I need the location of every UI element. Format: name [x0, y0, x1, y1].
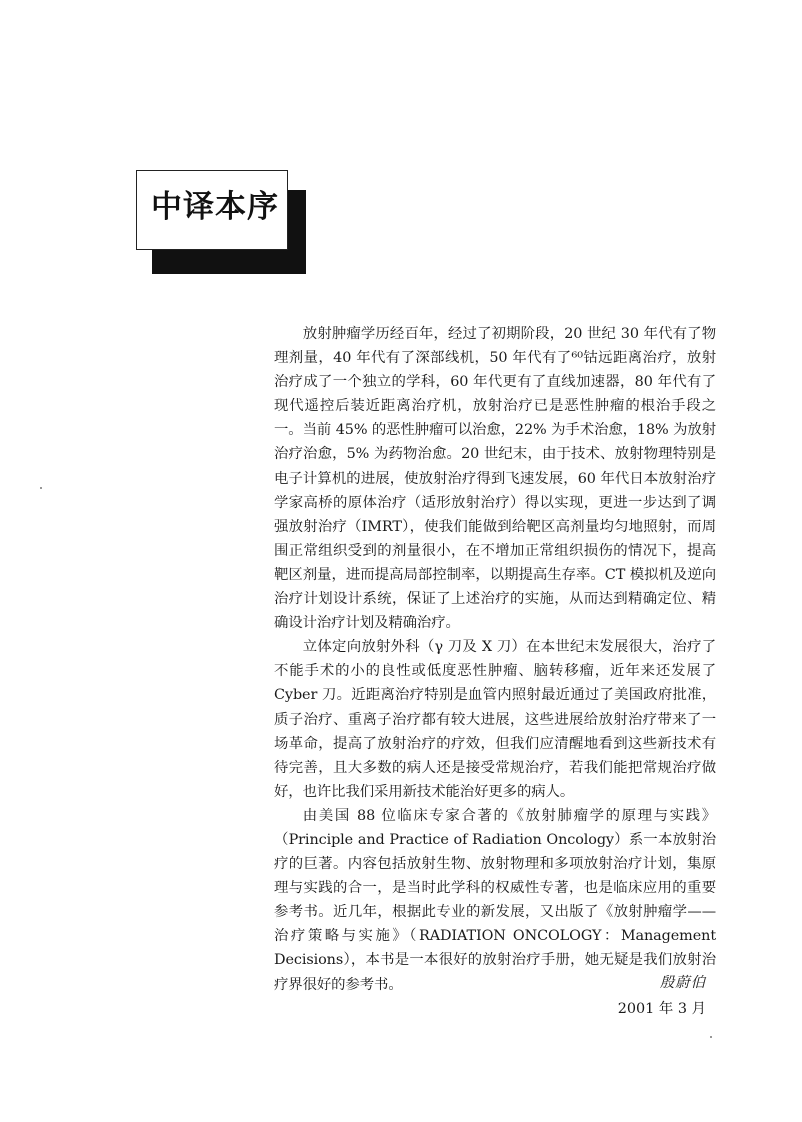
scan-speck — [40, 487, 42, 489]
scan-speck — [710, 1036, 712, 1038]
paragraph-1: 放射肿瘤学历经百年，经过了初期阶段，20 世纪 30 年代有了物理剂量，40 年代有了深部线机，50 年代有了⁶⁰钴远距离治疗，放射治疗成了一个独立的学科，60 年代更有了直线加速器，80 年代有了现代遥控后装近距离治疗机，放射治疗已是恶性肿瘤的根治手段之一。当前 45% 的恶性肿瘤可以治愈，22% 为手术治愈，18% 为放射治疗治愈，5% 为药物治愈。20 世纪末，由于技术、放射物理特别是电子计算机的进展，使放射治疗得到飞速发展，60 年代日本放射治疗学家高桥的原体治疗（适形放射治疗）得以实现，更进一步达到了调强放射治疗（IMRT），使我们能做到给靶区高剂量均匀地照射，而周围正常组织受到的剂量很小，在不增加正常组织损伤的情况下，提高靶区剂量，进而提高局部控制率，以期提高生存率。CT 模拟机及逆向治疗计划设计系统，保证了上述治疗的实施，从而达到精确定位、精确设计治疗计划及精确治疗。 — [274, 326, 716, 632]
signature-block — [618, 970, 706, 1022]
preface-body — [274, 322, 716, 997]
author-name: 殷蔚伯 — [659, 975, 706, 991]
title-block — [136, 170, 308, 274]
signature-date: 2001 年 3 月 — [617, 1001, 706, 1017]
paragraph-2: 立体定向放射外科（γ 刀及 X 刀）在本世纪末发展很大，治疗了不能手术的小的良性或低度恶性肿瘤、脑转移瘤，近年来还发展了 Cyber 刀。近距离治疗特别是血管内照射最近通过了美国政府批准，质子治疗、重离子治疗都有较大进展，这些进展给放射治疗带来了一场革命，提高了放射治疗的疗效，但我们应清醒地看到这些新技术有待完善，且大多数的病人还是接受常规治疗，若我们能把常规治疗做好，也许比我们采用新技术能治好更多的病人。 — [274, 639, 716, 800]
page-title: 中译本序 — [151, 189, 279, 225]
paragraph-3: 由美国 88 位临床专家合著的《放射肺瘤学的原理与实践》（Principle and Practice of Radiation Oncology）系一本放射治疗的巨著。内容包括放射生物、放射物理和多项放射治疗计划，集原理与实践的合一，是当时此学科的权威性专著，也是临床应用的重要参考书。近几年，根据此专业的新发展，又出版了《放射肿瘤学——治疗策略与实施》（RADIATION ONCOLOGY：Management Decisions），本书是一本很好的放射治疗手册，她无疑是我们放射治疗界很好的参考书。 — [274, 807, 716, 993]
title-box — [136, 170, 288, 250]
